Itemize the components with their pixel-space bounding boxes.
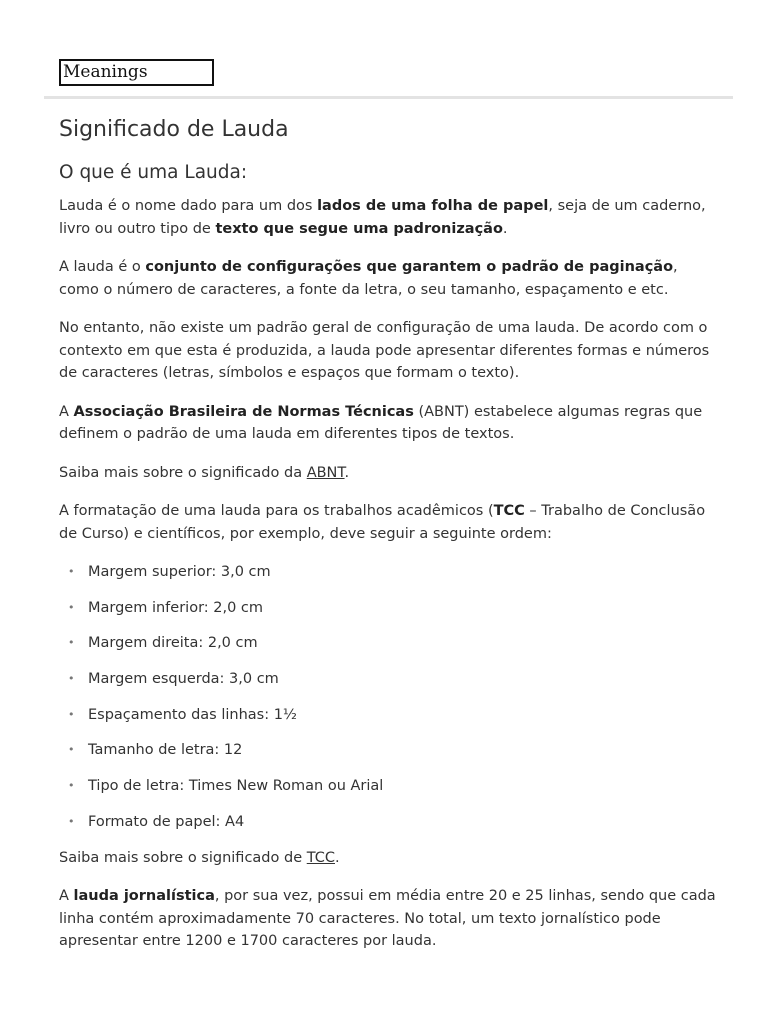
paragraph-configuration: [59, 256, 719, 301]
text: , seja de um caderno, livro ou outro tipo de: [59, 198, 706, 237]
bold-text: TCC: [493, 503, 525, 519]
text: , por sua vez, possui em média entre 20 e 25 linhas, sendo que cada linha contém aproximadamente 70 caracteres. No total, um texto jornalístico pode apresentar entre 1200 e 1700 caracteres por lauda.: [59, 888, 716, 949]
paragraph-see-abnt: [59, 462, 719, 485]
bold-text: conjunto de configurações que garantem o padrão de paginação: [145, 259, 674, 275]
bullet-icon: •: [68, 743, 75, 757]
bold-text: Associação Brasileira de Normas Técnicas: [73, 403, 414, 420]
list-item-text: Tamanho de letra: 12: [88, 742, 243, 759]
list-item-text: Tipo de letra: Times New Roman ou Arial: [88, 778, 384, 795]
text: A lauda é o: [59, 259, 146, 275]
text: A: [59, 888, 74, 904]
paragraph-definition: [59, 195, 719, 240]
text: , como o número de caracteres, a fonte da letra, o seu tamanho, espaçamento e etc.: [59, 259, 678, 298]
list-item: [59, 739, 719, 762]
bold-text: lados de uma folha de papel: [317, 198, 549, 214]
bullet-icon: •: [68, 636, 75, 650]
text: A: [59, 403, 74, 420]
abnt-link[interactable]: ABNT: [306, 464, 345, 481]
list-item: [59, 632, 719, 655]
page-title: Significado de Lauda: [59, 117, 289, 142]
bold-text: lauda jornalística: [73, 888, 215, 904]
list-item: [59, 561, 719, 584]
bullet-icon: •: [68, 707, 75, 721]
list-item-text: Margem superior: 3,0 cm: [88, 564, 271, 580]
list-item: [59, 668, 719, 691]
list-item: [59, 704, 719, 727]
tcc-link[interactable]: TCC: [306, 849, 335, 866]
site-logo[interactable]: [59, 59, 214, 86]
text: Saiba mais sobre o significado de: [59, 849, 307, 866]
list-item: [59, 597, 719, 620]
paragraph-tcc-format: [59, 500, 719, 545]
bold-text: texto que segue uma padronização: [215, 220, 503, 237]
list-item-text: Espaçamento das linhas: 1½: [88, 706, 297, 723]
paragraph-abnt: [59, 401, 719, 446]
text: .: [344, 464, 350, 481]
list-item-text: Margem inferior: 2,0 cm: [88, 599, 264, 616]
text: (ABNT) estabelece algumas regras que definem o padrão de uma lauda em diferentes tipos de textos.: [59, 403, 703, 442]
paragraph-journalistic: [59, 885, 719, 953]
header-divider: [44, 96, 733, 99]
format-list: [59, 561, 719, 833]
text: .: [334, 849, 340, 866]
section-heading: O que é uma Lauda:: [59, 162, 248, 183]
text: A formatação de uma lauda para os trabalhos acadêmicos (: [59, 503, 494, 519]
bullet-icon: •: [68, 600, 75, 614]
list-item: [59, 811, 719, 834]
paragraph-see-tcc: [59, 847, 719, 870]
text: Saiba mais sobre o significado da: [59, 464, 307, 481]
article-content: [59, 113, 719, 953]
paragraph-no-standard: No entanto, não existe um padrão geral de configuração de uma lauda. De acordo com o contexto em que esta é produzida, a lauda pode apresentar diferentes formas e números de caracteres (letras, símbolos e espaços que formam o texto).: [59, 320, 710, 381]
bullet-icon: •: [68, 672, 75, 686]
list-item-text: Margem direita: 2,0 cm: [88, 635, 258, 652]
bullet-icon: •: [68, 565, 75, 578]
text: .: [502, 220, 508, 237]
logo-text: Meanings: [63, 62, 148, 82]
list-item-text: Margem esquerda: 3,0 cm: [88, 671, 279, 688]
list-item-text: Formato de papel: A4: [88, 813, 245, 830]
text: – Trabalho de Conclusão de Curso) e científicos, por exemplo, deve seguir a seguinte ordem:: [59, 503, 706, 542]
bullet-icon: •: [68, 814, 75, 828]
list-item: [59, 775, 719, 798]
text: Lauda é o nome dado para um dos: [59, 198, 318, 214]
bullet-icon: •: [68, 779, 75, 793]
